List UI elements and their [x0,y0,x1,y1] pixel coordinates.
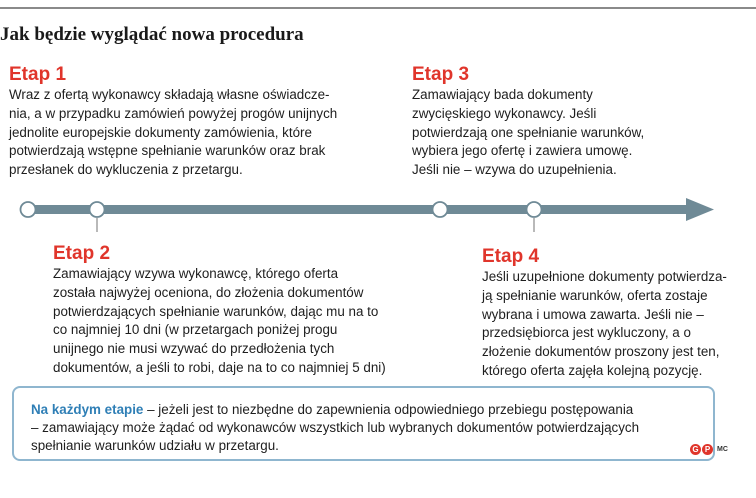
stage-1-description [9,86,337,180]
stage-2-line: potwierdzających spełnianie warunków, dając mu na to [53,303,379,319]
note-highlight: Na każdym etapie [31,402,144,417]
stage-3-line: potwierdzają one spełnianie warunków, [412,124,645,140]
stage-3-label: Etap 3 [412,64,470,85]
stage-3-line: wybiera jego ofertę i zawiera umowę. [412,143,633,159]
stage-2-line: dokumentów, a jeśli to robi, daje na to co najmniej 5 dni) [53,359,386,375]
stage-2-description [53,265,386,378]
stage-4-label: Etap 4 [482,246,540,267]
stage-2 [53,243,386,378]
stage-3-line: zwycięskiego wykonawcy. Jeśli [412,105,597,121]
stage-1-line: Wraz z ofertą wykonawcy składają własne oświadcze- [9,87,330,102]
timeline-bar [28,205,688,214]
logo-credit: MC [717,446,728,453]
stage-2-line: unijnego nie musi wzywać do przedłożenia tych [53,341,335,357]
stage-1-line: jednolite europejskie dokumenty zamówienia, które [9,124,312,140]
stage-4-line: wybrana i umowa zawarta. Jeśli nie – [482,306,704,322]
logo-mark-left: G [690,444,701,455]
timeline-arrowhead [686,198,714,221]
stage-1-line: przesłanek do wykluczenia z przetargu. [9,162,243,178]
stage-3-marker [433,202,448,217]
stage-3 [412,64,644,180]
note-line-1 [31,401,713,419]
top-rule [0,7,756,9]
stage-4 [482,246,727,381]
page-title: Jak będzie wyglądać nowa procedura [0,24,304,45]
stage-4-line: przedsiębiorca jest wykluczony, a o [482,325,691,341]
note-line-2: – zamawiający może żądać od wykonawców wszystkich lub wybranych dokumentów potwierdzających [31,420,640,435]
stage-3-line: Jeśli nie – wzywa do uzupełnienia. [412,162,617,178]
stage-2-line: co najmniej 10 dni (w przetargach poniżej progu [53,322,338,338]
stage-1-line: nia, a w przypadku zamówień powyżej progów unijnych [9,105,338,121]
stage-4-line: złożenie dokumentów proszony jest ten, [482,344,720,360]
stage-2-line: Zamawiający wzywa wykonawcę, którego oferta [53,266,339,281]
logo-mark-right: P [702,444,713,455]
note-box [12,386,715,461]
stage-2-marker [90,202,105,217]
note-text [31,401,713,455]
stage-4-line: Jeśli uzupełnione dokumenty potwierdza- [482,269,727,284]
stage-2-label: Etap 2 [53,243,111,264]
stage-4-description [482,268,727,381]
stage-1-marker [21,202,36,217]
stage-3-line: Zamawiający bada dokumenty [412,87,593,102]
publisher-logo [690,444,728,455]
stage-3-description [412,86,644,180]
stage-1-label: Etap 1 [9,64,67,85]
stage-4-line: ją spełnianie warunków, oferta zostaje [482,287,708,303]
stage-2-line: została najwyżej oceniona, do złożenia dokumentów [53,284,364,300]
note-line-3: spełnianie warunków udziału w przetargu. [31,438,279,453]
stage-4-line: którego oferta zajęła kolejną pozycję. [482,362,703,378]
stage-4-marker [527,202,542,217]
note-line-1-rest: – jeżeli jest to niezbędne do zapewnienia odpowiedniego przebiegu postępowania [143,402,634,417]
stage-1-line: potwierdzają wstępne spełnianie warunków oraz brak [9,143,326,159]
stage-1 [9,64,337,180]
